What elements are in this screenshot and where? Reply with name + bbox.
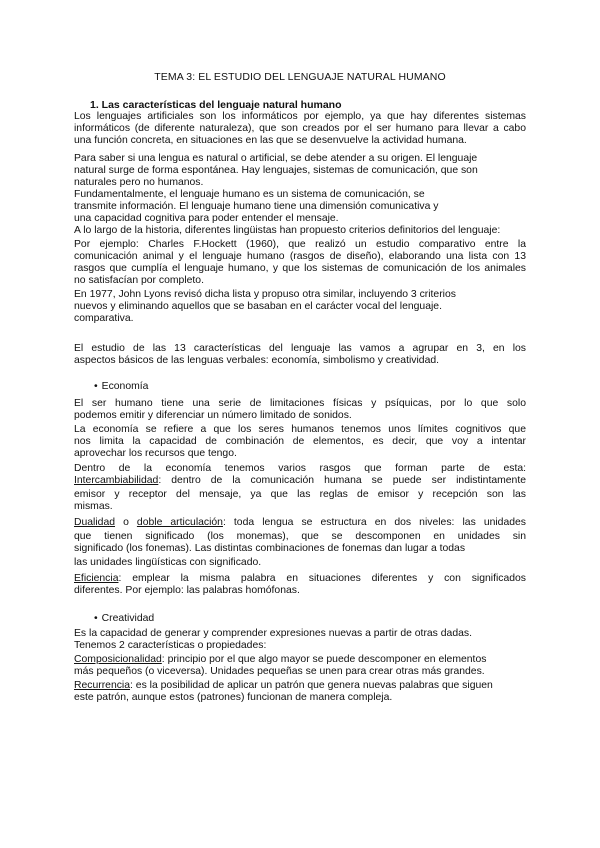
term-eficiencia: Eficiencia <box>74 573 119 584</box>
term-recurrencia: Recurrencia <box>74 680 131 691</box>
section-heading: 1. Las características del lenguaje natural humano <box>90 99 342 111</box>
text-line: Fundamentalmente, el lenguaje humano es un sistema de comunicación, se <box>74 189 425 200</box>
text-line: este patrón, aunque estos (patrones) funcionan de manera compleja. <box>74 692 393 703</box>
term-intercambiabilidad: Intercambiabilidad <box>74 475 159 486</box>
text-line: A lo largo de la historia, diferentes lingüistas han propuesto criterios definitorios del lenguaje: <box>74 225 501 236</box>
document-title: TEMA 3: EL ESTUDIO DEL LENGUAJE NATURAL HUMANO <box>154 71 446 83</box>
text-line: naturales pero no humanos. <box>74 177 204 188</box>
text-line: comunicación animal y el lenguaje humano (rasgos de diseño), elaborando una lista con 13 <box>74 251 526 262</box>
bullet-dot-icon: • <box>94 381 98 392</box>
text-line: En 1977, John Lyons revisó dicha lista y propuso otra similar, incluyendo 3 criterios <box>74 289 456 300</box>
term-composicionalidad: Composicionalidad <box>74 654 162 665</box>
text-line: una función concreta, en situaciones en las que se desenvuelve la actividad humana. <box>74 135 467 146</box>
term-dualidad: Dualidad <box>74 517 116 528</box>
bullet-economia: • Economía <box>94 381 149 392</box>
text-line: Por ejemplo: Charles F.Hockett (1960), que realizó un estudio comparativo entre la <box>74 239 526 250</box>
text-line: Intercambiabilidad: dentro de la comunicación humana se puede ser indistintamente <box>74 475 526 486</box>
text-line: una capacidad cognitiva para poder entender el mensaje. <box>74 213 339 224</box>
text-line: Eficiencia: emplear la misma palabra en situaciones diferentes y con significados <box>74 573 526 584</box>
text-line: rasgos que cumplía el lenguaje humano, y que los sistemas de comunicación de los animales <box>74 263 526 274</box>
text-line: El estudio de las 13 características del lenguaje las vamos a agrupar en 3, en los <box>74 343 526 354</box>
text-line: Recurrencia: es la posibilidad de aplicar un patrón que genera nuevas palabras que siguen <box>74 680 493 691</box>
text-line: informáticos (de diferente naturaleza), que son creados por el ser humano para llevar a cabo <box>74 123 526 134</box>
text-line: aprovechar los recursos que tengo. <box>74 448 237 459</box>
text-line: Los lenguajes artificiales son los informáticos por ejemplo, ya que hay diferentes sistemas <box>74 111 526 122</box>
text-line: Dualidad o doble articulación: toda lengua se estructura en dos niveles: las unidades <box>74 517 526 528</box>
text-line: Es la capacidad de generar y comprender expresiones nuevas a partir de otras dadas. <box>74 628 472 639</box>
text-line: Para saber si una lengua es natural o artificial, se debe atender a su origen. El lenguaje <box>74 153 478 164</box>
text-line: diferentes. Por ejemplo: las palabras homófonas. <box>74 585 300 596</box>
text-line: El ser humano tiene una serie de limitaciones físicas y psíquicas, por lo que solo <box>74 398 526 409</box>
text-line: significado (los fonemas). Las distintas combinaciones de fonemas dan lugar a todas <box>74 543 466 554</box>
text-line: las unidades lingüísticas con significado. <box>74 557 262 568</box>
text-line: aspectos básicos de las lenguas verbales: economía, simbolismo y creatividad. <box>74 355 440 366</box>
text-line: transmite información. El lenguaje humano tiene una dimensión comunicativa y <box>74 201 439 212</box>
text-line: mismas. <box>74 501 113 512</box>
text-line: La economía se refiere a que los seres humanos tenemos unos límites cognitivos que <box>74 424 526 435</box>
term-doble-articulacion: doble articulación <box>136 517 223 528</box>
bullet-dot-icon: • <box>94 613 98 624</box>
text-line: Dentro de la economía tenemos varios rasgos que forman parte de esta: <box>74 463 526 474</box>
text-line: que tienen significado (los monemas), que se descomponen en unidades sin <box>74 531 526 542</box>
text-line: Tenemos 2 características o propiedades: <box>74 640 267 651</box>
text-line: más pequeños (o viceversa). Unidades pequeñas se unen para crear otras más grandes. <box>74 666 485 677</box>
bullet-creatividad: • Creatividad <box>94 613 155 624</box>
text-line: podemos emitir y diferenciar un número limitado de sonidos. <box>74 410 352 421</box>
text-line: nuevos y eliminando aquellos que se basaban en el carácter vocal del lenguaje. <box>74 301 442 312</box>
text-line: comparativa. <box>74 313 134 324</box>
text-line: emisor y receptor del mensaje, ya que las reglas de emisor y recepción son las <box>74 489 526 500</box>
text-line: Composicionalidad: principio por el que algo mayor se puede descomponer en elementos <box>74 654 487 665</box>
text-line: nos limita la capacidad de combinación de elementos, es decir, que voy a intentar <box>74 436 526 447</box>
text-line: natural surge de forma espontánea. Hay lenguajes, sistemas de comunicación, que son <box>74 165 478 176</box>
text-line: no satisfacían por completo. <box>74 275 204 286</box>
